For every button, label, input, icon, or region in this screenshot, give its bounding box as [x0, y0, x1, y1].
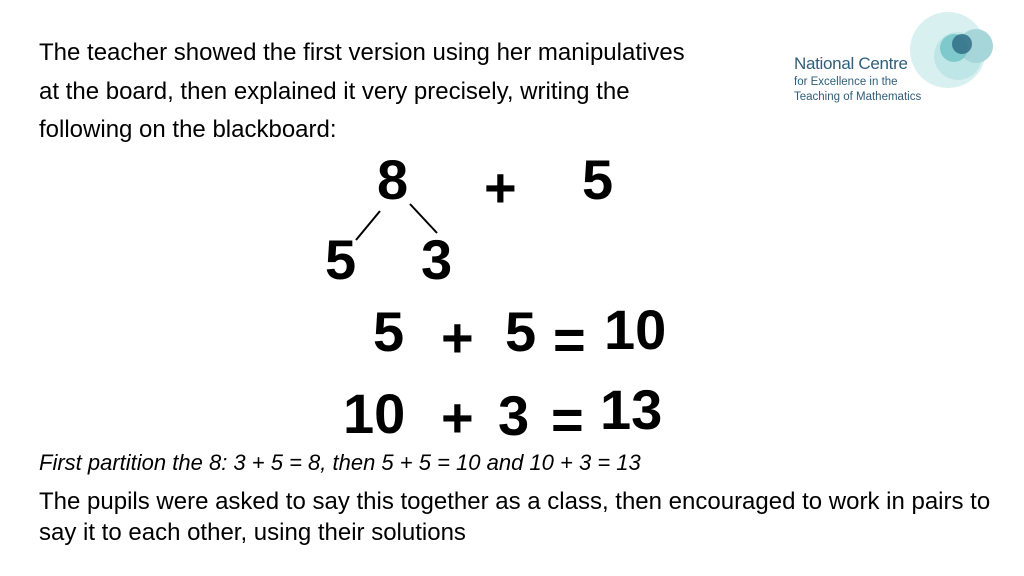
- intro-paragraph: The teacher showed the first version using her manipulatives at the board, then explained it very precisely, writing the following on the blackboard:: [39, 39, 685, 143]
- logo-title: National Centre: [794, 54, 908, 73]
- expression-first-addend: 8: [377, 148, 409, 211]
- expression-plus-sign: +: [484, 156, 517, 219]
- closing-paragraph: The pupils were asked to say this together as a class, then encouraged to work in pairs to say it to each other, using their solutions: [39, 488, 991, 546]
- step2-result: 13: [600, 378, 663, 441]
- step1-plus-sign: +: [441, 306, 474, 369]
- step1-second-addend: 5: [505, 300, 537, 363]
- partition-left-part: 5: [325, 228, 357, 291]
- step2-equals-sign: =: [551, 388, 584, 451]
- partition-right-part: 3: [421, 228, 453, 291]
- step2-second-addend: 3: [498, 384, 530, 447]
- partition-caption: First partition the 8: 3 + 5 = 8, then 5 + 5 = 10 and 10 + 3 = 13: [39, 450, 641, 475]
- step1-first-addend: 5: [373, 300, 405, 363]
- logo-subtitle-line-1: for Excellence in the: [794, 76, 898, 88]
- step2-plus-sign: +: [441, 386, 474, 449]
- step2-first-addend: 10: [343, 382, 406, 445]
- step1-result: 10: [604, 298, 667, 361]
- logo-subtitle-line-2: Teaching of Mathematics: [794, 91, 922, 103]
- expression-second-addend: 5: [582, 148, 614, 211]
- step1-equals-sign: =: [553, 308, 586, 371]
